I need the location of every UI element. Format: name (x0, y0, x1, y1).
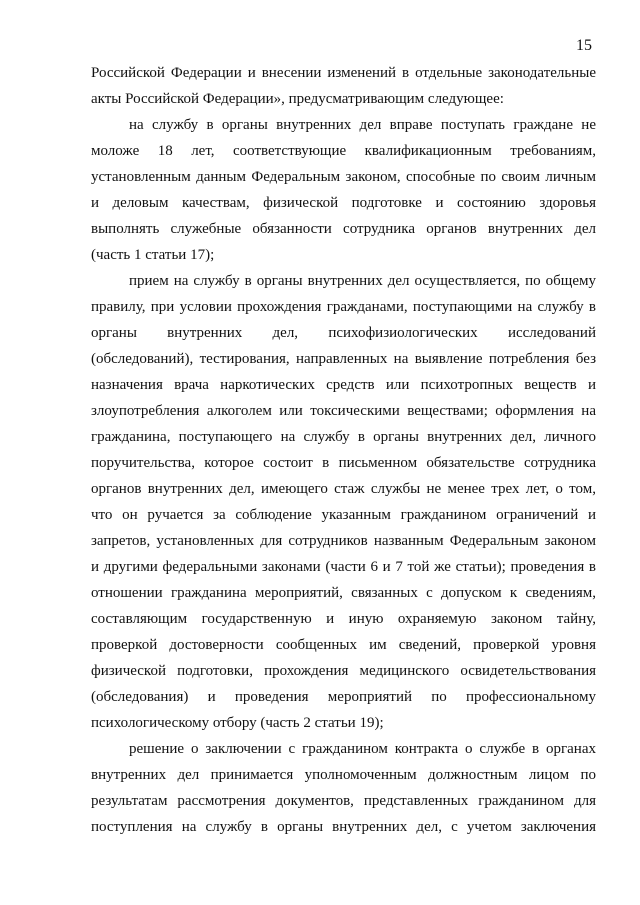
document-body (91, 60, 596, 840)
text-line: внутренних дел принимается уполномоченным должностным лицом по (91, 767, 596, 783)
text-line: акты Российской Федерации», предусматривающим следующее: (91, 91, 504, 107)
text-line: проверкой достоверности сообщенных им сведений, проверкой уровня (91, 637, 596, 653)
text-line: органов внутренних дел, имеющего стаж службы не менее трех лет, о том, (91, 481, 596, 497)
text-line: решение о заключении с гражданином контракта о службе в органах (129, 741, 596, 757)
text-line: что он ручается за соблюдение указанным гражданином ограничений и (91, 507, 596, 523)
page-number: 15 (576, 37, 592, 54)
text-line: выполнять служебные обязанности сотрудника органов внутренних дел (91, 221, 596, 237)
text-line: злоупотребления алкоголем или токсическими веществами; оформления на (91, 403, 596, 419)
text-line: правилу, при условии прохождения гражданами, поступающими на службу в (91, 299, 596, 315)
text-line: прием на службу в органы внутренних дел осуществляется, по общему (129, 273, 596, 289)
text-line: запретов, установленных для сотрудников названным Федеральным законом (91, 533, 596, 549)
text-line: (обследования) и проведения мероприятий по профессиональному (91, 689, 596, 705)
text-line: поступления на службу в органы внутренних дел, с учетом заключения (91, 819, 596, 835)
text-line: моложе 18 лет, соответствующие квалификационным требованиям, (91, 143, 596, 159)
text-line: физической подготовки, прохождения медицинского освидетельствования (91, 663, 596, 679)
text-line: психологическому отбору (часть 2 статьи 19); (91, 715, 384, 731)
text-line: на службу в органы внутренних дел вправе поступать граждане не (129, 117, 596, 133)
text-line: и другими федеральными законами (части 6 и 7 той же статьи); проведения в (91, 559, 596, 575)
text-line: (часть 1 статьи 17); (91, 247, 215, 263)
text-line: Российской Федерации и внесении изменений в отдельные законодательные (91, 65, 596, 81)
text-line: (обследований), тестирования, направленных на выявление потребления без (91, 351, 596, 367)
text-line: поручительства, которое состоит в письменном обязательстве сотрудника (91, 455, 596, 471)
text-line: составляющим государственную и иную охраняемую законом тайну, (91, 611, 596, 627)
text-line: назначения врача наркотических средств или психотропных веществ и (91, 377, 596, 393)
text-line: органы внутренних дел, психофизиологических исследований (91, 325, 596, 341)
text-line: и деловым качествам, физической подготовке и состоянию здоровья (91, 195, 596, 211)
text-line: установленным данным Федеральным законом, способные по своим личным (91, 169, 596, 185)
text-line: результатам рассмотрения документов, представленных гражданином для (91, 793, 596, 809)
text-line: отношении гражданина мероприятий, связанных с допуском к сведениям, (91, 585, 596, 601)
text-line: гражданина, поступающего на службу в органы внутренних дел, личного (91, 429, 596, 445)
